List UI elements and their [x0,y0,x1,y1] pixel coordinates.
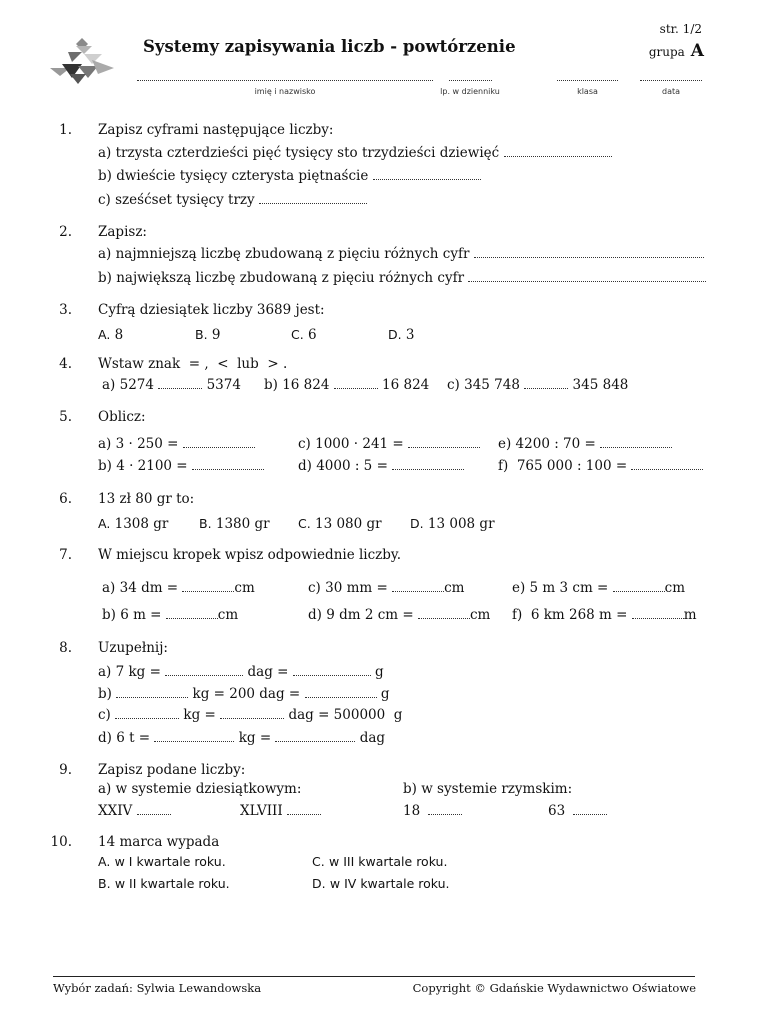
item-text: b) [98,686,112,702]
answer-blank[interactable] [468,271,706,282]
item-text: 18 [403,803,421,819]
question-number: 3. [59,302,72,318]
answer-option[interactable] [291,327,317,343]
item-text: XXIV [98,803,133,819]
option-text: 9 [211,327,221,343]
class-label: klasa [577,87,598,96]
calc-item [98,458,264,474]
option-letter: C. [291,327,304,342]
convert-item [240,803,321,819]
question-title: Zapisz podane liczby: [98,762,246,778]
item-text: d) 4000 : 5 = [298,458,388,474]
answer-option[interactable] [312,876,450,892]
group-label: grupa [648,45,685,59]
left-value: c) 345 748 [447,377,520,393]
question-number: 5. [59,409,72,425]
answer-option[interactable] [98,516,168,532]
item-text: dag = 500000 g [288,707,403,723]
publisher-logo [48,34,116,86]
option-letter: B. [195,327,208,342]
option-letter: A. [98,516,111,531]
option-text: w II kwartale roku. [114,876,230,891]
item-text: c) sześćset tysięcy trzy [98,192,255,208]
answer-blank[interactable] [259,193,367,204]
option-letter: D. [312,876,326,891]
fill-item [98,686,389,702]
item-text: d) 6 t = [98,730,151,746]
question-number: 9. [59,762,72,778]
page-number: str. 1/2 [659,22,702,36]
answer-blank[interactable] [474,247,704,258]
answer-blank[interactable] [524,378,568,389]
unit: cm [469,607,491,623]
page-title: Systemy zapisywania liczb - powtórzenie [143,37,516,56]
item-text: kg = [238,730,272,746]
item-text: XLVIII [240,803,283,819]
fill-item [98,707,402,723]
question-number: 4. [59,356,72,372]
conversion-item [512,607,697,623]
answer-option[interactable] [195,327,220,343]
answer-blank[interactable] [137,804,171,815]
item-text: kg = 200 dag = [192,686,301,702]
answer-blank[interactable] [192,459,264,470]
answer-blank[interactable] [418,608,470,619]
item-text: a) najmniejszą liczbę zbudowaną z pięciu różnych cyfr [98,246,470,262]
subtask-label: b) w systemie rzymskim: [403,781,573,797]
answer-blank[interactable] [632,608,684,619]
item-text: e) 4200 : 70 = [498,436,596,452]
left-value: b) 16 824 [264,377,330,393]
question-title: Cyfrą dziesiątek liczby 3689 jest: [98,302,325,318]
item-text: dag = [247,664,289,680]
option-letter: A. [98,327,111,342]
footer-copyright: Copyright © Gdańskie Wydawnictwo Oświatowe [412,981,696,995]
answer-blank[interactable] [373,169,481,180]
answer-blank[interactable] [115,708,179,719]
answer-blank[interactable] [183,437,255,448]
conversion-item [512,580,685,596]
question-number: 8. [59,640,72,656]
group-indicator [649,41,704,61]
calc-item [298,436,480,452]
left-value: a) 5274 [102,377,154,393]
question-item [98,246,704,262]
comparison-item [447,377,628,393]
option-letter: A. [98,854,111,869]
item-text: d) 9 dm 2 cm = [308,607,414,623]
option-text: 13 008 gr [427,516,495,532]
answer-blank[interactable] [613,581,665,592]
option-letter: D. [410,516,424,531]
right-value: 5374 [206,377,241,393]
answer-option[interactable] [98,854,226,870]
answer-blank[interactable] [154,731,234,742]
fill-item [98,664,384,680]
question-title: 14 marca wypada [98,834,220,850]
item-text: b) dwieście tysięcy czterysta piętnaście [98,168,369,184]
item-text: a) 34 dm = [102,580,179,596]
item-text: f) 765 000 : 100 = [498,458,628,474]
calc-item [498,436,672,452]
unit: cm [234,580,255,596]
option-text: w IV kwartale roku. [329,876,450,891]
question-title: Zapisz cyframi następujące liczby: [98,122,334,138]
question-item [98,168,481,184]
item-text: b) największą liczbę zbudowaną z pięciu różnych cyfr [98,270,465,286]
comparison-item [264,377,429,393]
class-field[interactable] [557,80,618,81]
question-title: Oblicz: [98,409,146,425]
item-text: kg = [183,707,216,723]
answer-option[interactable] [199,516,270,532]
option-text: 6 [308,327,317,343]
answer-blank[interactable] [573,804,607,815]
calc-item [98,436,255,452]
item-text: a) 7 kg = [98,664,161,680]
item-text: b) 6 m = [102,607,162,623]
answer-blank[interactable] [428,804,462,815]
option-letter: D. [388,327,402,342]
question-title: 13 zł 80 gr to: [98,491,195,507]
question-number: 2. [59,224,72,240]
unit: cm [664,580,686,596]
item-text: c) [98,707,111,723]
conversion-item [308,580,464,596]
answer-blank[interactable] [392,581,444,592]
question-item [98,145,612,161]
right-value: 16 824 [382,377,430,393]
answer-blank[interactable] [293,665,371,676]
answer-option[interactable] [388,327,415,343]
calc-item [298,458,464,474]
item-text: c) 1000 · 241 = [298,436,404,452]
answer-blank[interactable] [158,378,202,389]
option-letter: B. [199,516,212,531]
option-letter: C. [312,854,325,869]
conversion-item [308,607,490,623]
answer-blank[interactable] [408,437,480,448]
calc-item [498,458,703,474]
register-number-field[interactable] [449,80,492,81]
answer-blank[interactable] [305,687,377,698]
answer-blank[interactable] [220,708,284,719]
subtask-label: a) w systemie dziesiątkowym: [98,781,302,797]
answer-option[interactable] [410,516,495,532]
question-title: Uzupełnij: [98,640,168,656]
footer-author: Wybór zadań: Sylwia Lewandowska [53,981,262,995]
question-title: Zapisz: [98,224,147,240]
right-value: 345 848 [572,377,629,393]
option-text: 1380 gr [215,516,270,532]
option-text: w I kwartale roku. [114,854,226,869]
item-text: c) 30 mm = [308,580,388,596]
item-text: 63 [548,803,566,819]
date-label: data [661,87,681,96]
footer-divider [53,976,695,977]
answer-blank[interactable] [504,146,612,157]
conversion-item [102,580,255,596]
item-text: dag [359,730,386,746]
register-number-label: lp. w dzienniku [440,87,500,96]
question-number: 6. [59,491,72,507]
question-item [98,192,367,208]
answer-blank[interactable] [275,731,355,742]
item-text: b) 4 · 2100 = [98,458,188,474]
answer-option[interactable] [298,516,382,532]
option-text: w III kwartale roku. [329,854,448,869]
option-text: 13 080 gr [315,516,382,532]
answer-blank[interactable] [334,378,378,389]
conversion-item [102,607,238,623]
answer-option[interactable] [98,327,123,343]
question-title: W miejscu kropek wpisz odpowiednie liczby. [98,547,402,563]
item-text: g [380,686,390,702]
fill-item [98,730,385,746]
option-letter: B. [98,876,111,891]
answer-blank[interactable] [182,581,234,592]
group-value: A [690,41,704,61]
unit: cm [217,607,239,623]
convert-item [98,803,171,819]
question-title: Wstaw znak = , < lub > . [98,356,288,372]
unit: m [683,607,697,623]
convert-item [548,803,607,819]
question-number: 1. [59,122,72,138]
answer-blank[interactable] [116,687,188,698]
convert-item [403,803,462,819]
answer-blank[interactable] [392,459,464,470]
answer-blank[interactable] [600,437,672,448]
item-text: f) 6 km 268 m = [512,607,628,623]
answer-option[interactable] [312,854,447,870]
answer-blank[interactable] [631,459,703,470]
answer-blank[interactable] [165,665,243,676]
comparison-item [102,377,241,393]
question-item [98,270,706,286]
option-text: 1308 gr [114,516,169,532]
item-text: a) 3 · 250 = [98,436,179,452]
question-number: 10. [50,834,72,850]
answer-blank[interactable] [287,804,321,815]
item-text: e) 5 m 3 cm = [512,580,609,596]
item-text: g [375,664,384,680]
option-letter: C. [298,516,311,531]
option-text: 3 [405,327,415,343]
date-field[interactable] [640,80,702,81]
question-number: 7. [59,547,72,563]
answer-option[interactable] [98,876,230,892]
name-field[interactable] [137,80,433,81]
item-text: a) trzysta czterdzieści pięć tysięcy sto trzydzieści dziewięć [98,145,500,161]
unit: cm [444,580,465,596]
answer-blank[interactable] [166,608,218,619]
option-text: 8 [114,327,124,343]
name-field-label: imię i nazwisko [254,87,316,96]
